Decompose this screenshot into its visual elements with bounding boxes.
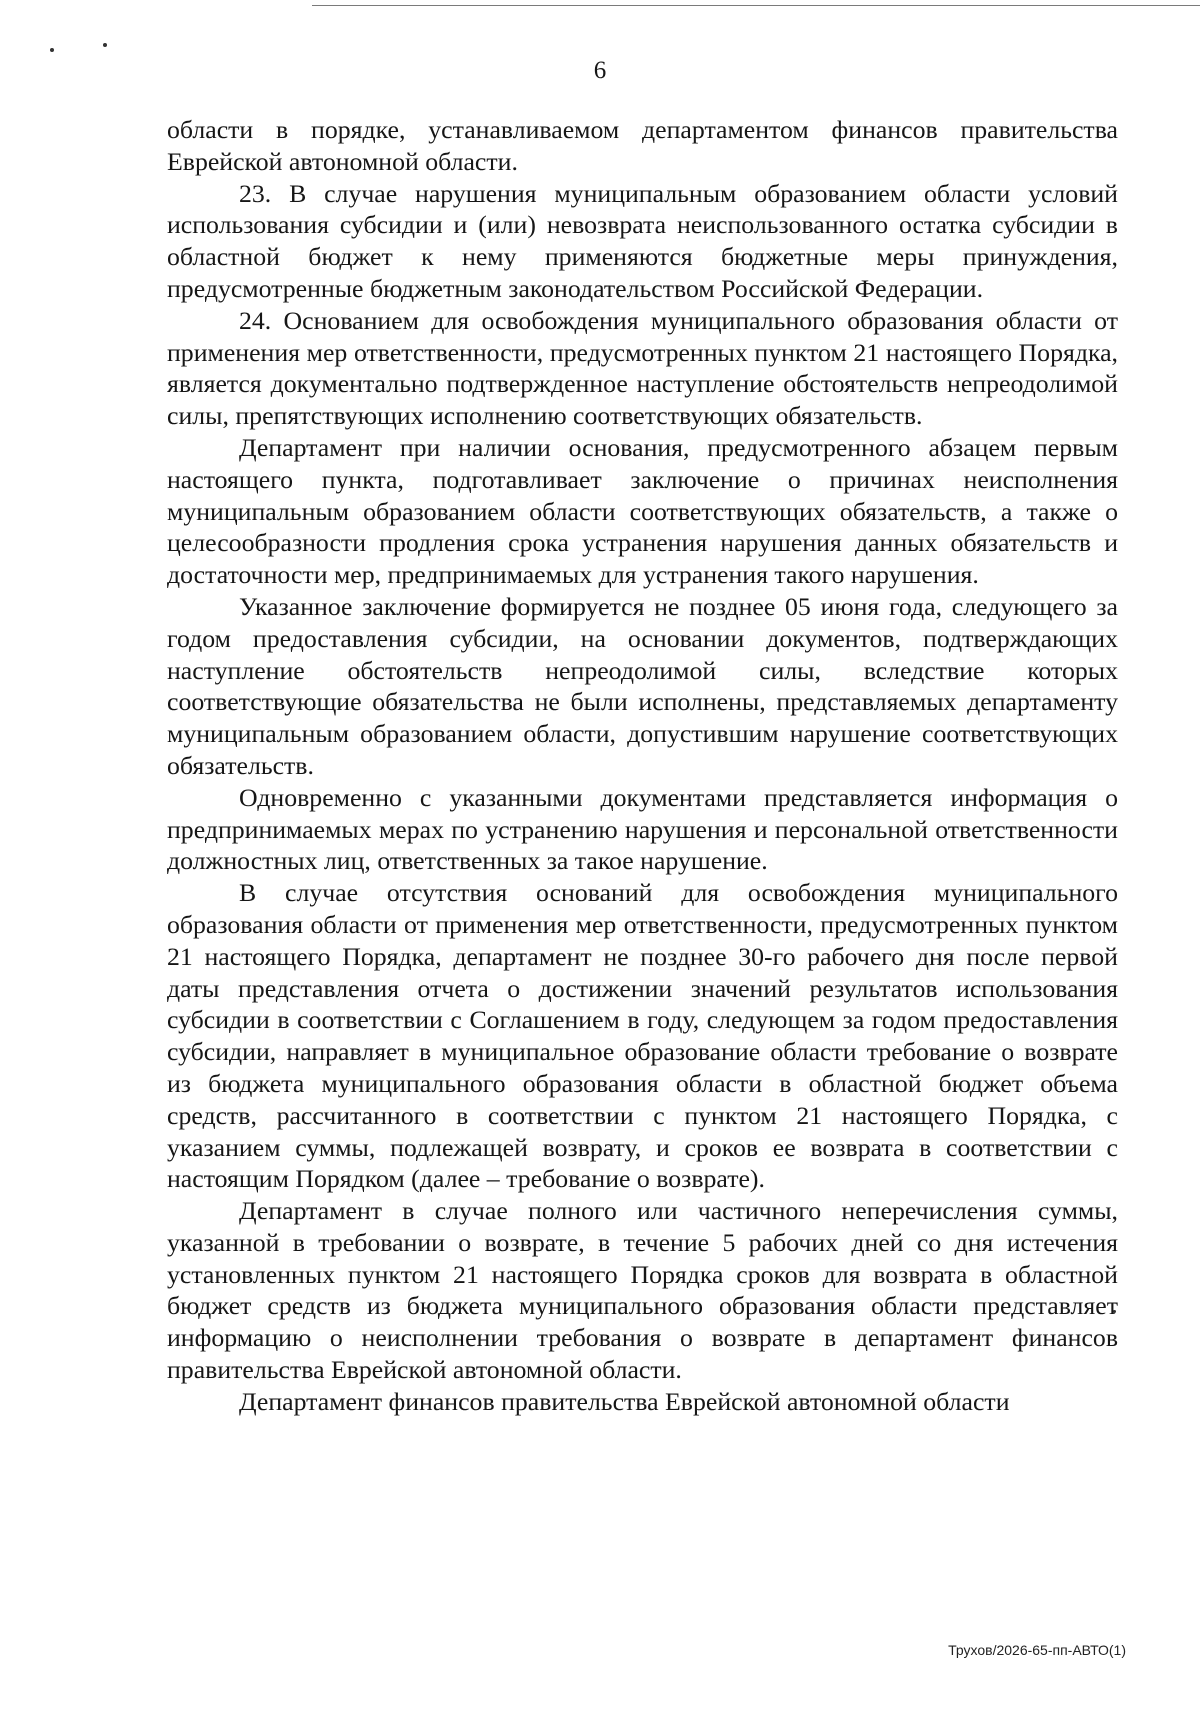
- paragraph-conclusion-deadline: Указанное заключение формируется не позднее 05 июня года, следующего за годом предоставления субсидии, на основании документов, подтверждающих наступление обстоятельств непреодолимой силы, вследствие которых соответствующие обязательства не были исполнены, представляемых департаменту муниципальным образованием области, допустившим нарушение соответствующих обязательств.: [167, 591, 1118, 780]
- paragraph-item-23: 23. В случае нарушения муниципальным образованием области условий использования субсидии и (или) невозврата неиспользованного остатка субсидии в областной бюджет к нему применяются бюджетные меры принуждения, предусмотренные бюджетным законодательством Российской Федерации.: [167, 178, 1118, 303]
- paragraph-department-conclusion: Департамент при наличии основания, предусмотренного абзацем первым настоящего пункта, подготавливает заключение о причинах неисполнения муниципальным образованием области соответствующих обязательств, а также о целесообразности продления срока устранения нарушения данных обязательств и достаточности мер, предпринимаемых для устранения такого нарушения.: [167, 432, 1118, 590]
- paragraph-no-grounds-refund-demand: В случае отсутствия оснований для освобождения муниципального образования области от применения мер ответственности, предусмотренных пунктом 21 настоящего Порядка, департамент не позднее 30-го рабочего дня после первой даты представления отчета о достижении значений результатов использования субсидии в соответствии с Соглашением в году, следующем за годом предоставления субсидии, направляет в муниципальное образование области требование о возврате из бюджета муниципального образования области в областной бюджет объема средств, рассчитанного в соответствии с пунктом 21 настоящего Порядка, с указанием суммы, подлежащей возврату, и сроков ее возврата в соответствии с настоящим Порядком (далее – требование о возврате).: [167, 878, 1118, 1194]
- scan-top-edge-line: [312, 5, 1200, 6]
- paragraph-continuation: области в порядке, устанавливаемом департаментом финансов правительства Еврейской автономной области.: [167, 115, 1118, 176]
- page-number: 6: [593, 57, 607, 84]
- paragraph-non-transfer-report: Департамент в случае полного или частичного неперечисления суммы, указанной в требовании о возврате, в течение 5 рабочих дней со дня истечения установленных пунктом 21 настоящего Порядка сроков для возврата в областной бюджет средств из бюджета муниципального образования области представляет информацию о неисполнении требования о возврате в департамент финансов правительства Еврейской автономной области.: [167, 1196, 1118, 1385]
- document-body: [167, 114, 1118, 1418]
- document-registration-code: Трухов/2026-65-пп-АВТО(1): [948, 1642, 1126, 1658]
- scan-speck: [50, 48, 54, 52]
- paragraph-finance-department: Департамент финансов правительства Еврейской автономной области: [239, 1386, 1010, 1416]
- paragraph-item-24: 24. Основанием для освобождения муниципального образования области от применения мер ответственности, предусмотренных пунктом 21 настоящего Порядка, является документально подтвержденное наступление обстоятельств непреодолимой силы, препятствующих исполнению соответствующих обязательств.: [167, 305, 1118, 431]
- scan-speck: [103, 43, 107, 47]
- paragraph-simultaneous-information: Одновременно с указанными документами представляется информация о предпринимаемых мерах по устранению нарушения и персональной ответственности должностных лиц, ответственных за такое нарушение.: [167, 782, 1118, 876]
